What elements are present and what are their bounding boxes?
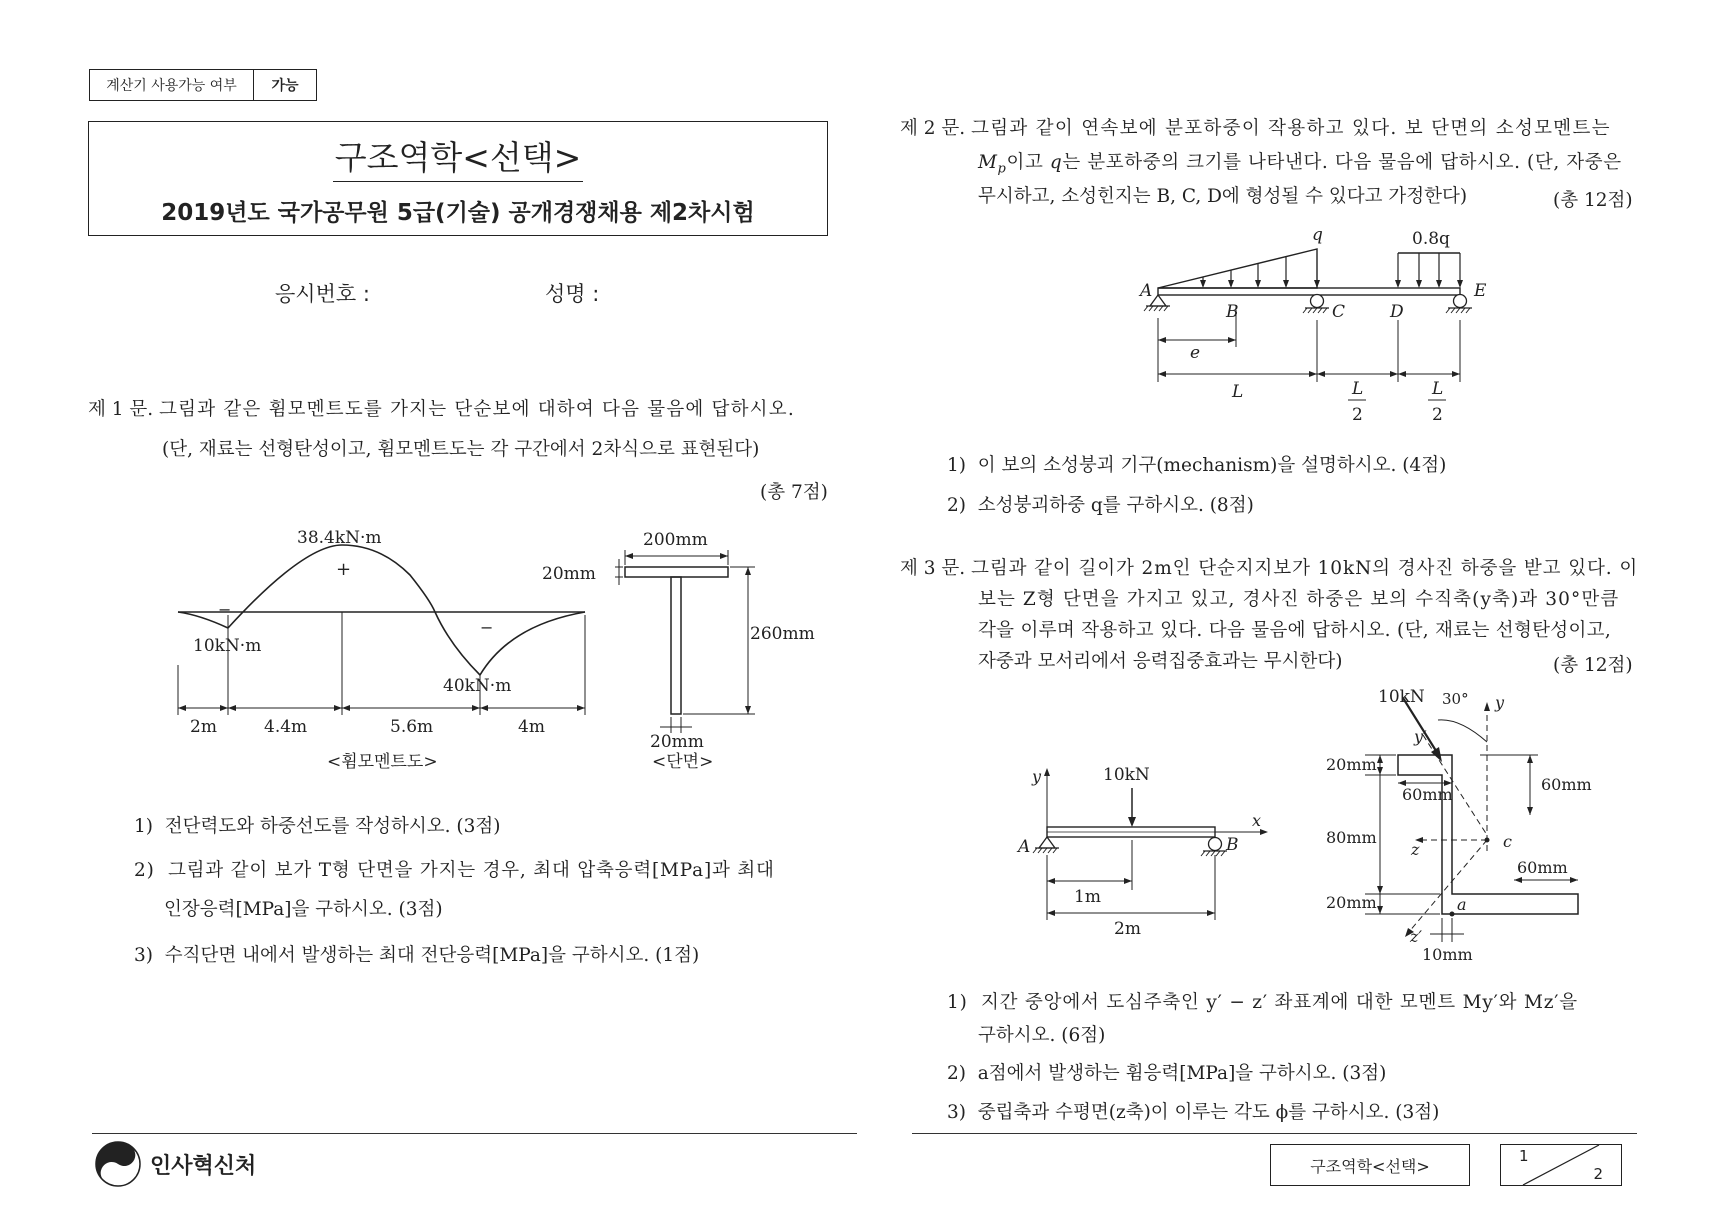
point-E: E — [1474, 281, 1487, 301]
dim-label: 5.6m — [390, 717, 434, 737]
point-A: A — [1140, 281, 1153, 301]
calculator-value: 가능 — [271, 78, 299, 94]
q2-item-1: 1) 이 보의 소성붕괴 기구(mechanism)을 설명하시오. (4점) — [947, 455, 1447, 476]
load-08q-label: 0.8q — [1412, 229, 1450, 249]
q2-figure — [1120, 222, 1540, 430]
dim-60mm-right-label: 60mm — [1541, 775, 1592, 794]
z-label: z — [1411, 840, 1420, 859]
dim-L2-num: L — [1352, 379, 1364, 399]
question-3-line4: 자중과 모서리에서 응력집중효과는 무시한다) — [978, 651, 1343, 672]
flange-thickness-label: 20mm — [542, 564, 596, 584]
point-C: C — [1332, 302, 1346, 322]
question-2 — [900, 113, 1650, 145]
tee-web — [671, 577, 681, 714]
agency-logo — [94, 1140, 256, 1188]
dim-label: 4m — [518, 717, 545, 737]
dim-10mm-label: 10mm — [1422, 945, 1473, 964]
question-3-line1: 그림과 같이 길이가 2m인 단순지지보가 10kN의 경사진 하중을 받고 있다. 이 — [971, 558, 1639, 579]
calculator-allowed-box — [89, 69, 317, 101]
web-thickness-label: 20mm — [650, 732, 704, 752]
centroid-c — [1485, 838, 1490, 843]
question-1-total: (총 7점) — [760, 482, 828, 503]
q1-item-2: 2) 그림과 같이 보가 T형 단면을 가지는 경우, 최대 압축응력[MPa]과 최대 — [134, 860, 775, 881]
minus-sign-right: − — [480, 618, 494, 637]
exam-title: 2019년도 국가공무원 5급(기술) 공개경쟁채용 제2차시험 — [161, 200, 755, 226]
taegeuk-icon — [94, 1140, 142, 1188]
dim-L2b-num: L — [1432, 379, 1444, 399]
title-box — [88, 121, 828, 236]
question-2-line2: $M_p$이고 q는 분포하중의 크기를 나타낸다. 다음 물음에 답하시오. (단, 자중은 — [978, 152, 1622, 177]
question-2-number: 제 2 문. — [900, 118, 966, 139]
agency-name: 인사혁신처 — [150, 1153, 257, 1179]
yprime-label: y′ — [1414, 727, 1427, 746]
roller-support-E — [1454, 295, 1467, 308]
page-number-box — [1500, 1144, 1622, 1186]
angle-label: 30° — [1442, 690, 1469, 708]
zprime-axis — [1408, 840, 1487, 933]
footer-rule-right — [912, 1133, 1637, 1134]
footer-rule-left — [92, 1133, 857, 1134]
moment-left-label: 10kN·m — [193, 636, 262, 656]
flange-width-label: 200mm — [643, 530, 708, 550]
question-3 — [900, 553, 1650, 585]
dim-20mm-bottom: 20mm — [1326, 893, 1377, 912]
y-axis-label: y — [1032, 767, 1042, 786]
question-2-line3: 무시하고, 소성힌지는 B, C, D에 형성될 수 있다고 가정한다) — [978, 186, 1468, 207]
point-a — [1450, 912, 1455, 917]
moment-max-label: 38.4kN·m — [297, 528, 382, 548]
question-3-line3: 각을 이루며 작용하고 있다. 다음 물음에 답하시오. (단, 재료는 선형탄성이고, — [978, 620, 1611, 641]
support-B-label: B — [1226, 835, 1239, 855]
pin-support-A — [1039, 837, 1055, 848]
pin-support-A — [1150, 295, 1166, 306]
name-label: 성명 : — [545, 282, 600, 306]
point-B: B — [1226, 302, 1239, 322]
dim-L2-den: 2 — [1352, 405, 1363, 425]
q3-item-2: 2) a점에서 발생하는 휨응력[MPa]을 구하시오. (3점) — [947, 1063, 1387, 1084]
question-1-line2: (단, 재료는 선형탄성이고, 휨모멘트도는 각 구간에서 2차식으로 표현된다) — [162, 439, 760, 460]
question-3-number: 제 3 문. — [900, 558, 966, 579]
dim-60mm-bottom-label: 60mm — [1517, 858, 1568, 877]
section-caption: <단면> — [652, 752, 714, 772]
q1-figure — [160, 515, 840, 780]
q1-item-3: 3) 수직단면 내에서 발생하는 최대 전단응력[MPa]을 구하시오. (1점) — [134, 945, 700, 966]
dim-L-label: L — [1232, 382, 1244, 402]
subject-title: 구조역학<선택> — [333, 132, 584, 182]
plus-sign: + — [336, 559, 352, 580]
dim-label: 2m — [190, 717, 217, 737]
dim-60mm-top-label: 60mm — [1402, 785, 1453, 804]
depth-label: 260mm — [750, 624, 815, 644]
question-3-line2: 보는 Z형 단면을 가지고 있고, 경사진 하중은 보의 수직축(y축)과 30°만큼 — [978, 589, 1620, 610]
roller-support-B — [1209, 838, 1222, 851]
q3-item-1: 1) 지간 중앙에서 도심주축인 y′ − z′ 좌표계에 대한 모멘트 My′와 Mz′을 — [947, 992, 1578, 1013]
point-D: D — [1390, 302, 1404, 322]
section-y-label: y — [1495, 693, 1505, 712]
bmd-caption: <휨모멘트도> — [327, 752, 438, 772]
support-A-label: A — [1018, 837, 1031, 857]
question-1-line1: 그림과 같은 휨모멘트도를 가지는 단순보에 대하여 다음 물음에 답하시오. — [159, 399, 795, 420]
inclined-load-label: 10kN — [1378, 687, 1425, 707]
calculator-label: 계산기 사용가능 여부 — [90, 70, 254, 100]
exam-number-label: 응시번호 : — [275, 282, 370, 306]
dim-L2b-den: 2 — [1432, 405, 1443, 425]
q3-figure — [990, 680, 1670, 968]
minus-sign-left: − — [218, 600, 232, 619]
page-total: 2 — [1593, 1165, 1603, 1183]
footer-subject: 구조역학<선택> — [1270, 1144, 1470, 1186]
dim-e-label: e — [1190, 343, 1201, 363]
q1-item-1: 1) 전단력도와 하중선도를 작성하시오. (3점) — [134, 816, 501, 837]
question-2-total: (총 12점) — [1553, 190, 1633, 211]
tee-flange — [625, 567, 728, 577]
roller-support-C — [1311, 295, 1324, 308]
triangular-load — [1158, 249, 1317, 288]
dim-1m-label: 1m — [1074, 887, 1101, 907]
question-1 — [88, 394, 833, 426]
q3-item-1-cont: 구하시오. (6점) — [978, 1025, 1106, 1046]
dim-2m-label: 2m — [1114, 919, 1141, 939]
x-axis-label: x — [1252, 811, 1262, 830]
moment-right-label: 40kN·m — [443, 676, 512, 696]
c-label: c — [1503, 832, 1512, 851]
zprime-label: z′ — [1410, 927, 1423, 946]
question-1-number: 제 1 문. — [88, 399, 154, 420]
page-current: 1 — [1519, 1147, 1529, 1165]
dim-label: 4.4m — [264, 717, 308, 737]
q2-item-2: 2) 소성붕괴하중 q를 구하시오. (8점) — [947, 495, 1254, 516]
load-q-label: q — [1312, 225, 1323, 245]
q3-item-3: 3) 중립축과 수평면(z축)이 이루는 각도 ϕ를 구하시오. (3점) — [947, 1102, 1440, 1123]
question-3-total: (총 12점) — [1553, 655, 1633, 676]
point-load-label: 10kN — [1103, 765, 1150, 785]
a-label: a — [1457, 895, 1467, 914]
question-2-line1: 그림과 같이 연속보에 분포하중이 작용하고 있다. 보 단면의 소성모멘트는 — [971, 118, 1611, 139]
continuous-beam — [1158, 288, 1460, 295]
dim-80mm: 80mm — [1326, 828, 1377, 847]
dim-20mm-top: 20mm — [1326, 755, 1377, 774]
q1-item-2-cont: 인장응력[MPa]을 구하시오. (3점) — [164, 899, 443, 920]
